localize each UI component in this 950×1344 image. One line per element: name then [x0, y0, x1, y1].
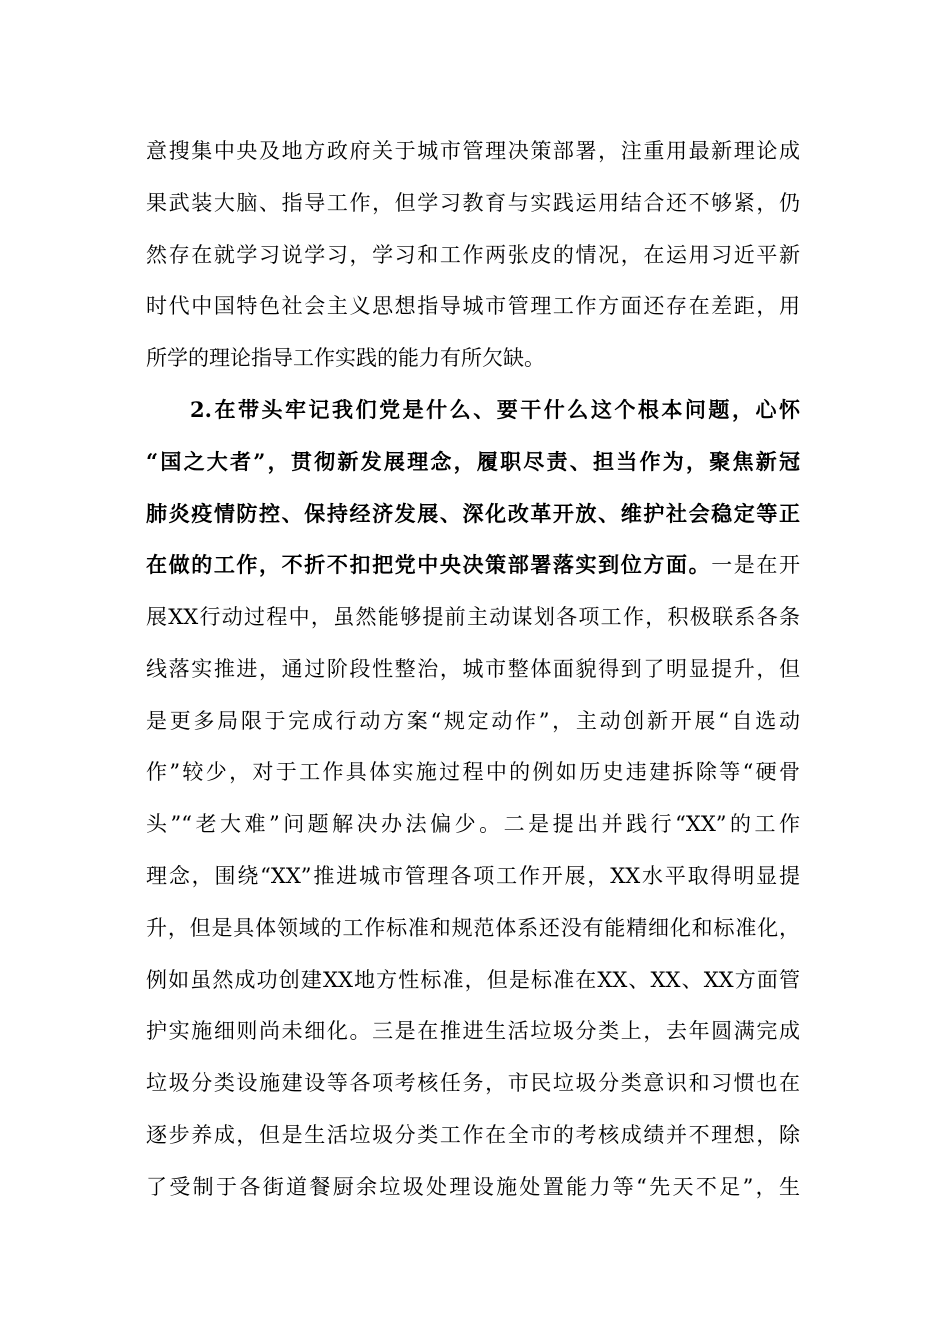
- paragraph-1-line-5: 所学的理论指导工作实践的能力有所欠缺。: [146, 346, 545, 370]
- paragraph-1-line-4: 时代中国特色社会主义思想指导城市管理工作方面还存在差距，用: [146, 294, 800, 318]
- paragraph-2-body-line-3: 是更多局限于完成行动方案“规定动作”，主动创新开展“自选动: [146, 709, 800, 733]
- paragraph-2-body-line-9: 护实施细则尚未细化。三是在推进生活垃圾分类上，去年圆满完成: [146, 1019, 800, 1043]
- paragraph-1-line-1: 意搜集中央及地方政府关于城市管理决策部署，注重用最新理论成: [146, 139, 800, 163]
- paragraph-2-body-line-2: 线落实推进，通过阶段性整治，城市整体面貌得到了明显提升，但: [146, 657, 800, 681]
- paragraph-2-body-line-5: 头”“老大难”问题解决办法偏少。二是提出并践行“XX”的工作: [146, 812, 800, 836]
- paragraph-2-body-line-4: 作”较少，对于工作具体实施过程中的例如历史违建拆除等“硬骨: [146, 760, 800, 784]
- paragraph-2-body-line-1: 展XX行动过程中，虽然能够提前主动谋划各项工作，积极联系各条: [146, 605, 800, 629]
- paragraph-2-body-line-7: 升，但是具体领域的工作标准和规范体系还没有能精细化和标准化，: [146, 916, 800, 940]
- paragraph-2-mixed-line: [146, 545, 800, 585]
- paragraph-2-heading-line-2: “国之大者”，贯彻新发展理念，履职尽责、担当作为，聚焦新冠: [146, 449, 800, 474]
- paragraph-2-heading-line-1: 2.在带头牢记我们党是什么、要干什么这个根本问题，心怀: [190, 397, 800, 422]
- body-start-text: 一是在开: [711, 553, 800, 577]
- paragraph-1-line-2: 果武装大脑、指导工作，但学习教育与实践运用结合还不够紧，仍: [146, 191, 800, 215]
- heading-end-text: 在做的工作，不折不扣把党中央决策部署落实到位方面。: [146, 552, 712, 577]
- paragraph-2-body-line-8: 例如虽然成功创建XX地方性标准，但是标准在XX、XX、XX方面管: [146, 968, 800, 992]
- paragraph-1-line-3: 然存在就学习说学习，学习和工作两张皮的情况，在运用习近平新: [146, 243, 800, 267]
- paragraph-2-body-line-6: 理念，围绕“XX”推进城市管理各项工作开展，XX水平取得明显提: [146, 864, 800, 888]
- paragraph-2-body-line-10: 垃圾分类设施建设等各项考核任务，市民垃圾分类意识和习惯也在: [146, 1071, 800, 1095]
- paragraph-2-body-line-11: 逐步养成，但是生活垃圾分类工作在全市的考核成绩并不理想，除: [146, 1123, 800, 1147]
- paragraph-2-body-line-12: 了受制于各街道餐厨余垃圾处理设施处置能力等“先天不足”，生: [146, 1175, 800, 1199]
- paragraph-2-heading-line-3: 肺炎疫情防控、保持经济发展、深化改革开放、维护社会稳定等正: [146, 501, 800, 526]
